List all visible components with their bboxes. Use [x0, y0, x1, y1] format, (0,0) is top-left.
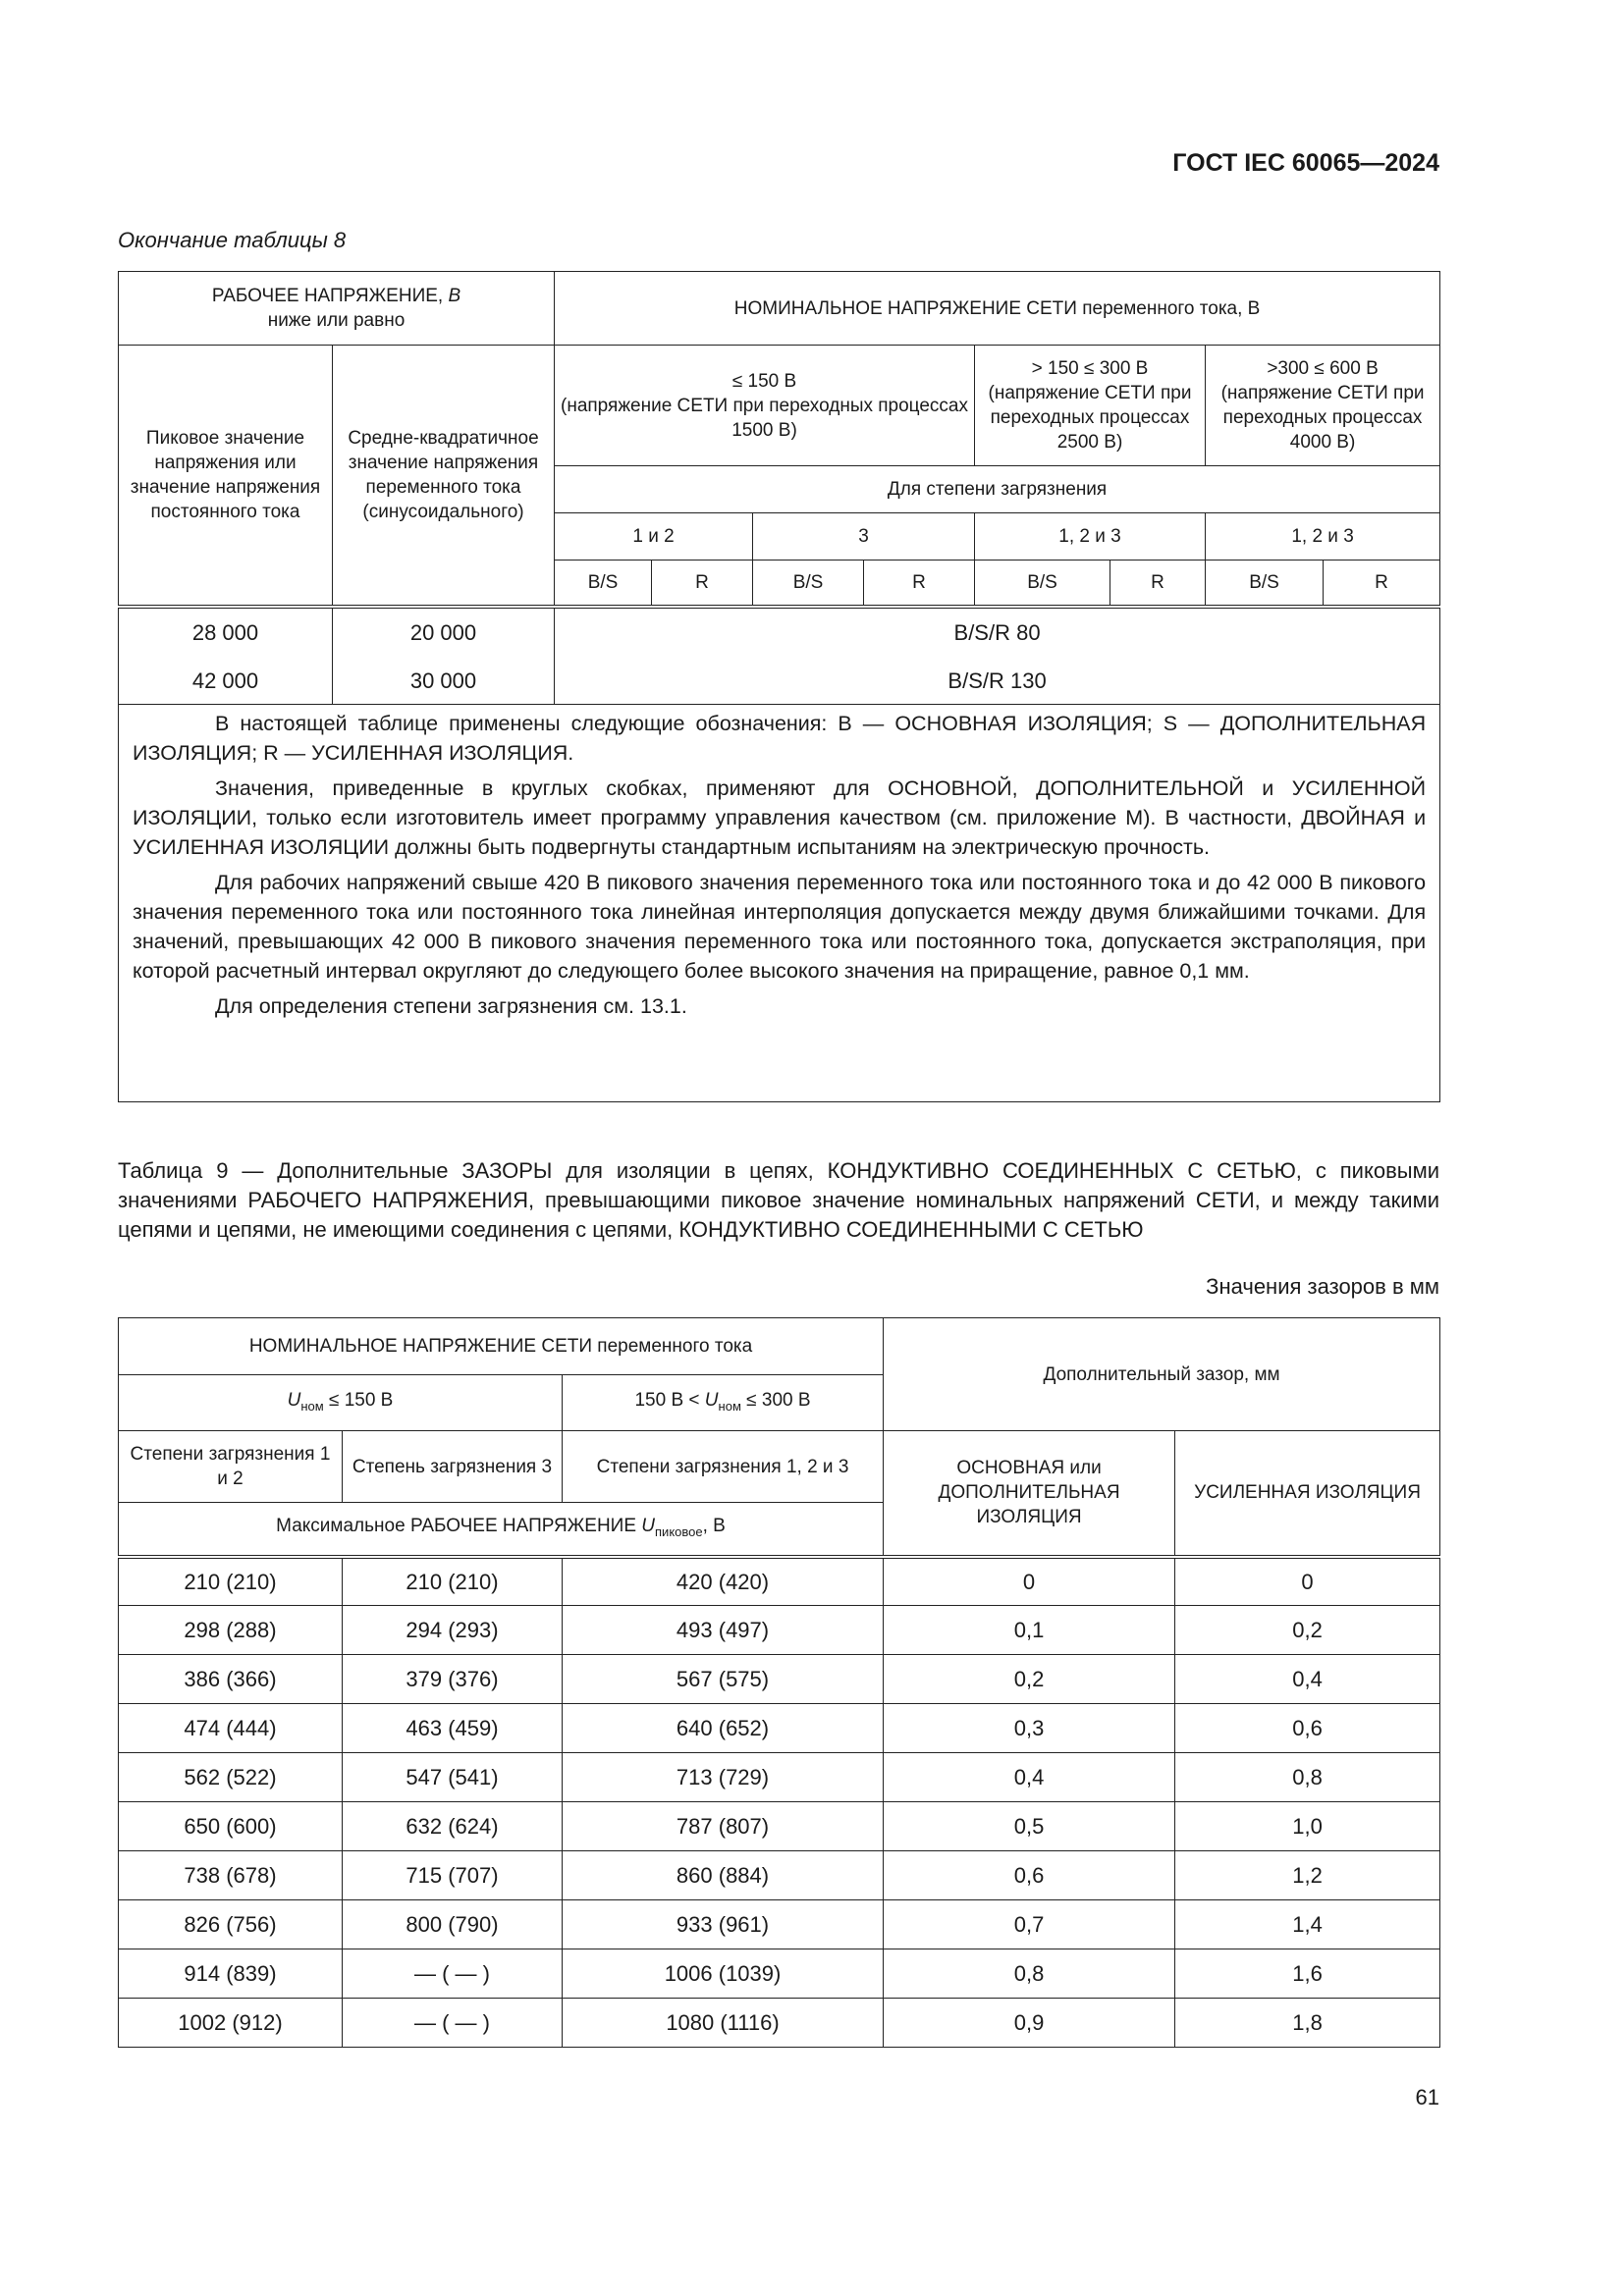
range-300: 150 $В < U_{ном} \le 300$ В [563, 1375, 884, 1431]
pollution-degree-header: Для степени загрязнения [555, 466, 1440, 513]
range-300: > 150 ≤ 300 В (напряжение СЕТИ при переходных процессах 2500 В) [975, 346, 1206, 466]
pollution-degree: 1, 2 и 3 [1206, 513, 1440, 561]
table-cell: 474 (444) [119, 1704, 343, 1753]
table-cell: 210 (210) [343, 1557, 563, 1606]
table-cell: 30 000 [333, 658, 555, 705]
table-row [119, 1655, 1440, 1704]
range-150: ≤ 150 В (напряжение СЕТИ при переходных процессах 1500 В) [555, 346, 975, 466]
units-label: Значения зазоров в мм [1206, 1274, 1439, 1299]
table-cell: 547 (541) [343, 1753, 563, 1802]
pollution-degree: 1 и 2 [555, 513, 753, 561]
pollution-3: Степень загрязнения 3 [343, 1431, 563, 1503]
table-cell: 1080 (1116) [563, 1999, 884, 2048]
table-notes [119, 705, 1440, 1102]
table-cell: 294 (293) [343, 1606, 563, 1655]
table-cell: 860 (884) [563, 1851, 884, 1900]
table-cell: 20 000 [333, 607, 555, 658]
rms-voltage-header: Средне-квадратичное значение напряжения переменного тока (синусоидального) [333, 346, 555, 607]
working-voltage-header: РАБОЧЕЕ НАПРЯЖЕНИЕ, В ниже или равно [119, 272, 555, 346]
table-row [119, 1557, 1440, 1606]
insulation-bs: B/S [555, 561, 652, 607]
note: Для рабочих напряжений свыше 420 В пикового значения переменного тока или постоянного тока и до 42 000 В пикового значения переменного тока или постоянного тока линейная интерполяция допускается между двумя ближайшими точками. Для значений, превышающих 42 000 В пикового значения переменного тока или постоянного тока, допускается экстраполяция, при которой расчетный интервал округляют до следующего более высокого значения на приращение, равное 0,1 мм. [133, 871, 1427, 983]
table-cell: 1006 (1039) [563, 1949, 884, 1999]
table-cell: 826 (756) [119, 1900, 343, 1949]
table-cell: 0,2 [1175, 1606, 1440, 1655]
table-cell: B/S/R 130 [555, 658, 1440, 705]
range-600: >300 ≤ 600 В (напряжение СЕТИ при переходных процессах 4000 В) [1206, 346, 1440, 466]
table-cell: 0,7 [884, 1900, 1175, 1949]
table-cell: 933 (961) [563, 1900, 884, 1949]
basic-insulation-header: ОСНОВНАЯ или ДОПОЛНИТЕЛЬНАЯ ИЗОЛЯЦИЯ [884, 1431, 1175, 1557]
note: Для определения степени загрязнения см. 13.1. [215, 994, 687, 1018]
insulation-bs: B/S [975, 561, 1110, 607]
note: В настоящей таблице применены следующие обозначения: B — ОСНОВНАЯ ИЗОЛЯЦИЯ; S — ДОПОЛНИТЕЛЬНАЯ ИЗОЛЯЦИЯ; R — УСИЛЕННАЯ ИЗОЛЯЦИЯ. [133, 712, 1427, 765]
table-cell: 713 (729) [563, 1753, 884, 1802]
table-cell: 738 (678) [119, 1851, 343, 1900]
table-cell: 0 [1175, 1557, 1440, 1606]
table-cell: 493 (497) [563, 1606, 884, 1655]
table-cell: 1,0 [1175, 1802, 1440, 1851]
pollution-1-2-3: Степени загрязнения 1, 2 и 3 [563, 1431, 884, 1503]
table-cell: 420 (420) [563, 1557, 884, 1606]
table-cell: 914 (839) [119, 1949, 343, 1999]
table-cell: 379 (376) [343, 1655, 563, 1704]
table-cell: 0,8 [1175, 1753, 1440, 1802]
pollution-degree: 3 [753, 513, 975, 561]
table-cell: 210 (210) [119, 1557, 343, 1606]
table-cell: 28 000 [119, 607, 333, 658]
document-designation: ГОСТ IEC 60065—2024 [1172, 149, 1439, 177]
table-9-caption: Таблица 9 — Дополнительные ЗАЗОРЫ для изоляции в цепях, КОНДУКТИВНО СОЕДИНЕННЫХ С СЕТЬЮ, с пиковыми значениями РАБОЧЕГО НАПРЯЖЕНИЯ, превышающими пиковое значение номинальных напряжений СЕТИ, и между такими цепями и цепями, не имеющими соединения с цепями, КОНДУКТИВНО СОЕДИНЕННЫМИ С СЕТЬЮ [118, 1158, 1439, 1242]
table-cell: 0,8 [884, 1949, 1175, 1999]
table-cell: 562 (522) [119, 1753, 343, 1802]
table-cell: 0,6 [884, 1851, 1175, 1900]
table-cell: 0,3 [884, 1704, 1175, 1753]
nominal-voltage-header: НОМИНАЛЬНОЕ НАПРЯЖЕНИЕ СЕТИ переменного тока, В [555, 272, 1440, 346]
table-cell: B/S/R 80 [555, 607, 1440, 658]
table-cell: 0,4 [884, 1753, 1175, 1802]
table-cell: 650 (600) [119, 1802, 343, 1851]
table-cell: 298 (288) [119, 1606, 343, 1655]
page-number: 61 [1415, 2085, 1439, 2109]
reinforced-insulation-header: УСИЛЕННАЯ ИЗОЛЯЦИЯ [1175, 1431, 1440, 1557]
table-cell: — ( — ) [343, 1999, 563, 2048]
insulation-bs: B/S [1206, 561, 1324, 607]
table-8 [118, 271, 1440, 1102]
note: Значения, приведенные в круглых скобках, применяют для ОСНОВНОЙ, ДОПОЛНИТЕЛЬНОЙ и УСИЛЕННОЙ ИЗОЛЯЦИИ, только если изготовитель имеет программу управления качеством (см. приложение М). В частности, ДВОЙНАЯ и УСИЛЕННАЯ ИЗОЛЯЦИИ должны быть подвергнуты стандартным испытаниям на электрическую прочность. [133, 776, 1427, 859]
table-cell: 0,5 [884, 1802, 1175, 1851]
table-cell: 1,6 [1175, 1949, 1440, 1999]
table-cell: 632 (624) [343, 1802, 563, 1851]
table-cell: 1,2 [1175, 1851, 1440, 1900]
table-cell: 640 (652) [563, 1704, 884, 1753]
table-cell: 787 (807) [563, 1802, 884, 1851]
table-cell: 42 000 [119, 658, 333, 705]
max-working-voltage-header: Максимальное РАБОЧЕЕ НАПРЯЖЕНИЕ $U_{пиковое}$, В [119, 1503, 884, 1557]
table-cell: 1,8 [1175, 1999, 1440, 2048]
insulation-r: R [1324, 561, 1440, 607]
table-row [119, 1999, 1440, 2048]
table-cell: 1,4 [1175, 1900, 1440, 1949]
table-cell: 0,6 [1175, 1704, 1440, 1753]
table-9 [118, 1317, 1440, 2048]
table-cell: — ( — ) [343, 1949, 563, 1999]
table-cell: 1002 (912) [119, 1999, 343, 2048]
table-row [119, 1753, 1440, 1802]
table-cell: 0 [884, 1557, 1175, 1606]
table-continuation-label: Окончание таблицы 8 [118, 228, 347, 252]
table-row [119, 1704, 1440, 1753]
range-150: $U_{ном} \le 150$ В [119, 1375, 563, 1431]
table-cell: 0,9 [884, 1999, 1175, 2048]
table-cell: 386 (366) [119, 1655, 343, 1704]
table-row [119, 1606, 1440, 1655]
table-cell: 567 (575) [563, 1655, 884, 1704]
nominal-voltage-header: НОМИНАЛЬНОЕ НАПРЯЖЕНИЕ СЕТИ переменного тока [119, 1318, 884, 1375]
table-cell: 800 (790) [343, 1900, 563, 1949]
table-row [119, 1802, 1440, 1851]
additional-clearance-header: Дополнительный зазор, мм [884, 1318, 1440, 1431]
table-cell: 463 (459) [343, 1704, 563, 1753]
peak-voltage-header: Пиковое значение напряжения или значение напряжения постоянного тока [119, 346, 333, 607]
insulation-r: R [1110, 561, 1206, 607]
table-cell: 0,4 [1175, 1655, 1440, 1704]
table-row [119, 1900, 1440, 1949]
insulation-bs: B/S [753, 561, 864, 607]
table-row [119, 1851, 1440, 1900]
insulation-r: R [652, 561, 753, 607]
pollution-1-2: Степени загрязнения 1 и 2 [119, 1431, 343, 1503]
table-row [119, 1949, 1440, 1999]
pollution-degree: 1, 2 и 3 [975, 513, 1206, 561]
insulation-r: R [864, 561, 975, 607]
table-cell: 0,2 [884, 1655, 1175, 1704]
table-cell: 715 (707) [343, 1851, 563, 1900]
table-cell: 0,1 [884, 1606, 1175, 1655]
